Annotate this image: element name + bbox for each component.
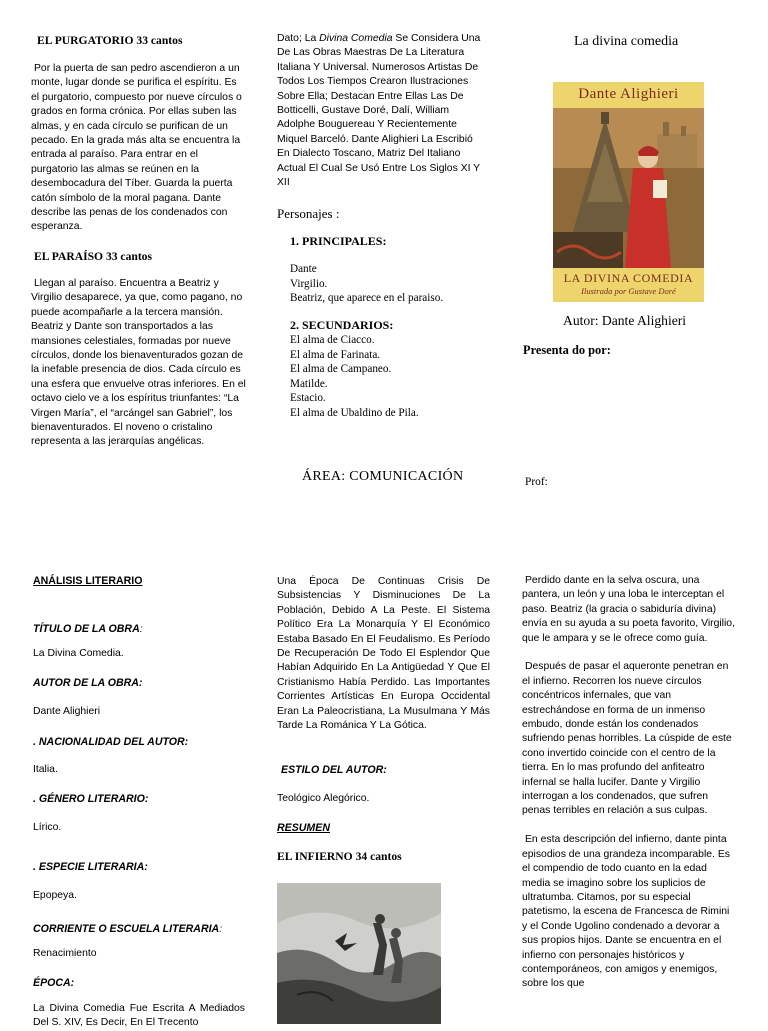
estilo-value: Teológico Alegórico. bbox=[277, 793, 370, 804]
principales-label: 1. PRINCIPALES: bbox=[290, 234, 387, 248]
field-especie-label: . ESPECIE LITERARIA: bbox=[33, 861, 148, 873]
purgatorio-text: Por la puerta de san pedro ascendieron a un monte, lugar donde se purifica el espíritu. Es el purgatorio, compuesto por nueve círculos o grados en forma crónica. Por ellas suben las almas, y en cada círculo se purifican de un pecado. En la grada más alta se encuentra la entrada al paraíso. Para entrar en el purgatorio las almas se reúnen en la desembocadura del Tíber. Guarda la puerta catón símbolo de la moral pagana. Dante describe las penas de los condenados con esperanza. bbox=[31, 63, 242, 233]
list-item: Dante bbox=[290, 263, 317, 275]
book-cover-image bbox=[553, 82, 704, 302]
field-nacionalidad-value: Italia. bbox=[33, 764, 58, 775]
personajes-label: Personajes : bbox=[277, 206, 340, 221]
purgatorio-title: EL PURGATORIO 33 cantos bbox=[37, 34, 183, 47]
presentado-por: Presenta do por: bbox=[523, 343, 611, 357]
field-genero-label: . GÉNERO LITERARIO: bbox=[33, 793, 149, 805]
epoca-continuation: Una Época De Continuas Crisis De Subsistencias Y Disminuciones De La Población, Debido A La Peste. El Sistema Político Era La Monarquía Y El Económico Estaba Basado En El Feudalismo. Es Período De Recuperación De Todo El Esplendor Que Habían Adquirido En La Antigüedad Y Que El Cristianismo Había Perdido. Las Importantes Corrientes Artísticas En Europa Occidental Eran La Paleocristiana, La Musulmana Y Más Tarde La Románica Y La Gótica. bbox=[277, 576, 490, 732]
field-corriente-value: Renacimiento bbox=[33, 948, 97, 959]
prof-label: Prof: bbox=[525, 476, 548, 488]
list-item: Matilde. bbox=[290, 377, 328, 390]
field-genero-value: Lírico. bbox=[33, 822, 62, 833]
field-titulo-value: La Divina Comedia. bbox=[33, 648, 124, 659]
book-cover-art bbox=[553, 82, 704, 302]
paraiso-text: Llegan al paraíso. Encuentra a Beatriz y Virgilio desaparece, ya que, como pagano, no puede acompañarle a la tercera mansión. Beatriz y Dante son transportados a las mansiones celestiales, formadas por nueve círculos, donde los bienaventurados gozan de la inefable presencia de dios. Cada círculo es una esfera que envuelve otras inferiores. En el octavo cielo ve a los espíritus triunfantes: “La Virgen María”, el “arcángel san Gabriel”, los bienaventurados. El noveno o cristalino representa a las jerarquías angélicas. bbox=[31, 278, 246, 448]
field-autor-value: Dante Alighieri bbox=[33, 706, 101, 717]
list-item: El alma de Ubaldino de Pila. bbox=[290, 406, 419, 419]
infierno-paragraph-2: Después de pasar el aqueronte penetran en el infierno. Recorren los nueve círculos concéntricos infernales, que van estrechándose en forma de un inmenso embudo, donde están los condenados sufriendo penas horribles. La cúspide de este cono invertido coincide con el centro de la tierra. En lo mas profundo del anfiteatro infernal se halla lucifer. Dante y Virgilio interrogan a los condenados, que sufren penas terribles en relación a sus culpas. bbox=[522, 661, 732, 817]
analisis-title: ANÁLISIS LITERARIO bbox=[33, 575, 143, 587]
principales-list bbox=[290, 262, 443, 306]
autor-line: Autor: Dante Alighieri bbox=[563, 313, 687, 328]
field-epoca-label: ÉPOCA: bbox=[33, 977, 75, 989]
infierno-title: EL INFIERNO 34 cantos bbox=[277, 850, 402, 863]
estilo-label: ESTILO DEL AUTOR: bbox=[281, 764, 387, 776]
list-item: El alma de Campaneo. bbox=[290, 363, 392, 375]
cover-subtitle: Ilustrada por Gustave Doré bbox=[581, 286, 676, 296]
area-label: ÁREA: COMUNICACIÓN bbox=[302, 469, 464, 484]
list-item: Estacio. bbox=[290, 392, 326, 404]
secundarios-list bbox=[290, 333, 419, 420]
resumen-label: RESUMEN bbox=[277, 822, 330, 834]
list-item: Beatriz, que aparece en el paraiso. bbox=[290, 292, 444, 304]
dato-paragraph: Dato; La Divina Comedia Se Considera Una De Las Obras Maestras De La Literatura Italiana Y Universal. Numerosos Artistas De Todos Los Tiempos Crearon Ilustraciones Sobre Ella; Destacan Entre Ellas Las De Botticelli, Gustave Doré, Dalí, William Adolphe Bouguereau Y Recientemente Miquel Barceló. Dante Alighieri La Escribió En Dialecto Toscano, Matriz Del Italiano Actual El Cual Se Usó Entre Los Siglos XI Y XII bbox=[277, 33, 481, 189]
infierno-paragraph-3: En esta descripción del infierno, dante pinta episodios de una grandeza incomparable. Es el compendio de todo cuanto en la edad media se imagino sobre los suplicios de ultratumba. Citamos, por su especial patetismo, la escena de Francesca de Rimini y el Conde Ugolino condenado a devorar a sus propios hijos. Dante se encuentra en el infierno con personajes históricos y contemporáneos, con amigos y enemigos, sobre los que bbox=[522, 834, 730, 990]
list-item: Virgilio. bbox=[290, 277, 328, 290]
secundarios-label: 2. SECUNDARIOS: bbox=[290, 318, 394, 332]
infierno-paragraph-1: Perdido dante en la selva oscura, una pantera, un león y una loba le interceptan el paso. Beatriz (la gracia o sabiduría divina) envía en su ayuda a su poeta favorito, Virgilio, que le ampara y se le ofrece como guía. bbox=[522, 575, 735, 644]
paraiso-title: EL PARAÍSO 33 cantos bbox=[34, 250, 152, 263]
dore-engraving-image bbox=[277, 883, 441, 1024]
list-item: El alma de Farinata. bbox=[290, 348, 381, 361]
field-epoca-value: La Divina Comedia Fue Escrita A Mediados Del S. XIV, Es Decir, En El Trecento bbox=[33, 1003, 245, 1029]
cover-author: Dante Alighieri bbox=[578, 86, 679, 102]
infierno-text bbox=[522, 574, 737, 992]
cover-heading: La divina comedia bbox=[574, 34, 679, 49]
list-item: El alma de Ciacco. bbox=[290, 334, 375, 346]
engraving-art bbox=[277, 883, 441, 1024]
field-titulo-label: TÍTULO DE LA OBRA: bbox=[33, 623, 143, 635]
field-especie-value: Epopeya. bbox=[33, 890, 77, 901]
cover-title: LA DIVINA COMEDIA bbox=[563, 271, 694, 285]
field-nacionalidad-label: . NACIONALIDAD DEL AUTOR: bbox=[33, 736, 189, 748]
field-autor-label: AUTOR DE LA OBRA: bbox=[33, 677, 143, 689]
field-corriente-label: CORRIENTE O ESCUELA LITERARIA: bbox=[33, 923, 223, 935]
